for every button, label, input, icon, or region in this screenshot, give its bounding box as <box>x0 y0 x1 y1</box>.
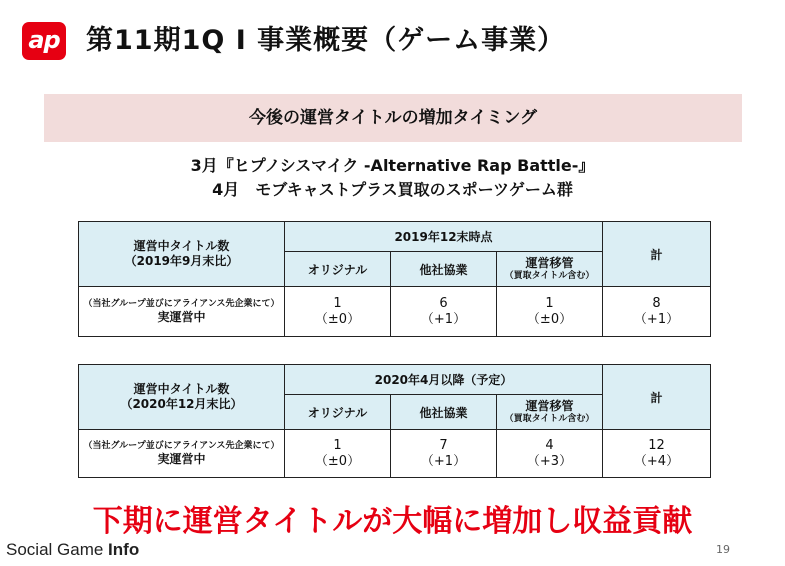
transfer-value: 4 <box>545 437 554 453</box>
section-banner: 今後の運営タイトルの増加タイミング <box>44 94 742 142</box>
col-header-transfer-label: 運営移管 <box>525 256 574 270</box>
original-value: 1 <box>333 437 342 453</box>
row-header-line2: （2020年12月末比） <box>120 397 243 411</box>
cell-transfer <box>497 287 603 337</box>
group-header: 2019年12末時点 <box>285 222 603 252</box>
schedule-line-march: 3月『ヒプノシスマイク -Alternative Rap Battle-』 <box>190 156 595 175</box>
original-value: 1 <box>333 295 342 311</box>
row-header-line2: （2019年9月末比） <box>124 254 239 268</box>
watermark <box>6 540 139 560</box>
total-diff: （+1） <box>633 311 680 327</box>
page-title: 第11期1Q Ⅰ 事業概要（ゲーム事業） <box>86 25 566 56</box>
partner-diff: （+1） <box>420 311 467 327</box>
col-header-partner: 他社協業 <box>391 252 497 287</box>
conclusion-text: 下期に運営タイトルが大幅に増加し収益貢献 <box>92 504 693 539</box>
company-logo: ap <box>22 22 66 60</box>
col-header-transfer-note: （買取タイトル含む） <box>504 414 595 424</box>
col-header-transfer-note: （買取タイトル含む） <box>504 271 595 281</box>
data-row-note: （当社グループ並びにアライアンス先企業にて） <box>83 440 280 451</box>
original-diff: （±0） <box>314 453 361 469</box>
partner-diff: （+1） <box>420 453 467 469</box>
total-header: 計 <box>603 222 711 287</box>
partner-value: 6 <box>439 295 448 311</box>
group-header: 2020年4月以降（予定） <box>285 365 603 395</box>
transfer-diff: （±0） <box>526 311 573 327</box>
cell-partner <box>391 430 497 478</box>
col-header-partner: 他社協業 <box>391 395 497 430</box>
col-header-transfer <box>497 252 603 287</box>
cell-total <box>603 287 711 337</box>
row-header-cell <box>79 365 285 430</box>
cell-original <box>285 287 391 337</box>
row-header-line1: 運営中タイトル数 <box>133 239 230 253</box>
total-header: 計 <box>603 365 711 430</box>
partner-value: 7 <box>439 437 448 453</box>
watermark-part1: Social Game <box>6 540 109 559</box>
original-diff: （±0） <box>314 311 361 327</box>
cell-transfer <box>497 430 603 478</box>
data-row-label <box>79 430 285 478</box>
total-diff: （+4） <box>633 453 680 469</box>
watermark-part2: Info <box>108 540 140 559</box>
cell-original <box>285 430 391 478</box>
col-header-original: オリジナル <box>285 395 391 430</box>
total-value: 8 <box>652 295 661 311</box>
data-row-note: （当社グループ並びにアライアンス先企業にて） <box>83 298 280 309</box>
row-header-cell <box>79 222 285 287</box>
data-row-title: 実運営中 <box>157 451 206 466</box>
row-header-line1: 運営中タイトル数 <box>133 382 230 396</box>
titles-table-2019 <box>78 221 711 337</box>
data-row-label <box>79 287 285 337</box>
col-header-transfer-label: 運営移管 <box>525 399 574 413</box>
transfer-diff: （+3） <box>526 453 573 469</box>
data-row-title: 実運営中 <box>157 309 206 324</box>
titles-table-2020 <box>78 364 711 478</box>
schedule-line-april: 4月 モブキャストプラス買取のスポーツゲーム群 <box>212 180 573 199</box>
transfer-value: 1 <box>545 295 554 311</box>
cell-partner <box>391 287 497 337</box>
cell-total <box>603 430 711 478</box>
col-header-original: オリジナル <box>285 252 391 287</box>
total-value: 12 <box>648 437 665 453</box>
page-number: 19 <box>716 543 730 556</box>
col-header-transfer <box>497 395 603 430</box>
